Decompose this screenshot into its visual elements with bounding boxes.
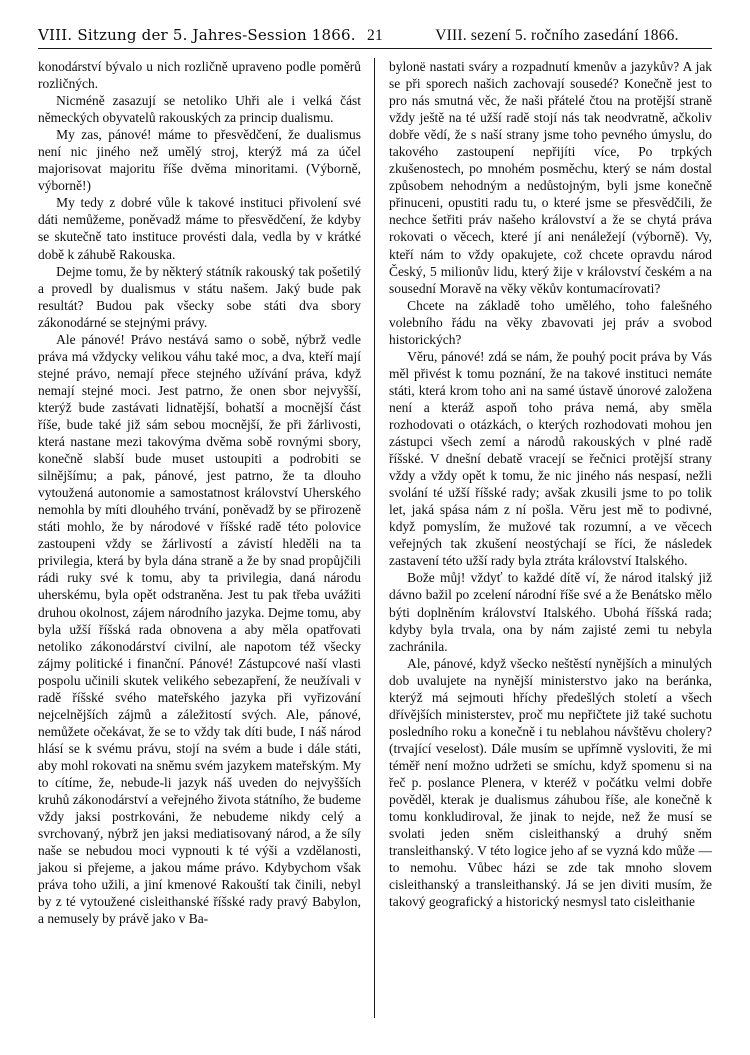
paragraph: Ale pánové! Právo nestává samo o sobě, nýbrž vedle práva má vždycky velikou váhu také moc, a dva, kteří mají stejné právo, nemají přece stejného užívání práva, když nemají stejné moci. Jest patrno, že onen sbor nejvyšší, kterýž bude zastávati lidnatější, bohatší a mocnější část říše, bude také již sám sebou mocnější, že při žárlivosti, která nastane mezi takovýma dvěma sobě rovnými sbory, konečně slabší bude muset ustoupiti a podrobiti se silnějšímu; a pak, pánové, jest patrno, že ta dlouho vytoužená autonomie a samostatnost království Uherského nemohla by míti dlouhého trvání, poněvadž by se přirozeně státi mohlo, že by národové v říšské radě této polovice zastoupeni vždy se žárlivostí a závistí hleděli na ta privilegia, která by byla dána straně a že by snad propůjčili rádi ruky své k tomu, aby ta privilegia, daná národu uherskému, byla opět odstraněna. Jest tu pak třeba uvážiti druhou okolnost, zájem národního jazyka. Dejme tomu, aby byla užší říšská rada obnovena a aby měla opatřovati netoliko zákonodárství civilní, ale napotom též všecky zájmy politické i finanční. Pánové! Zástupcové naší vlasti pospolu učinili skutek velikého sebezapření, že neužívali v radě říšské svého mateřského jazyka při vyřizování nejcelnějších zájmů a záležitostí svých. Ale, pánové, nemůžete očekávat, že se to vždy tak díti bude, I náš národ hlásí se k svému právu, stojí na svém a bude i dále státi, aby mohl rokovati na sněmu svém jazykem mateřským. My to cítíme, že, nebude-li jazyk náš uveden do nejvyšších kruhů zákonodárství a veřejného života státního, že budeme vždy jaksi postrkováni, že nebudeme nikdy celý a svrchovaný, nýbrž jen jaksi mediatisovaný národ, a že síly naše se nebudou moci vypnouti k té výši a vzdělanosti, jakou si přejeme, a jakou máme právo. Kdybychom však práva toho užili, a jiní kmenové Rakouští tak činili, nebyl by z té vytoužené cisleithanské říšské rady pravý Babylon, a nemusely by právě jako v Ba-: [38, 331, 361, 927]
paragraph: Nicméně zasazují se netoliko Uhři ale i velká část německých obyvatelů rakouských za princip dualismu.: [38, 93, 361, 126]
paragraph: bylonë nastati sváry a rozpadnutí kmenův a jazykův? A jak se při sporech našich zachovají sousedé? Konečně jest to pro nás smutná věc, že naši přátelé čtou na protější straně vždy ještě na té užší radě stojí nás tak neodvratně, ačkoliv dobře vědí, že s naší strany jsme toho pevného úmyslu, do takového zastoupení nepřijíti více, Po trpkých zkušenostech, po mnohém posměchu, který se nám dostal způsobem nehodným a nedůstojným, byli jsme konečně přinuceni, opustiti radu tu, o které jsme se přesvědčili, že nechce šetřiti práv našeho království a že se chytá práva rokovati o věcech, které jí ani nenáležejí (výborně). Vy, kteří nám to vždy opakujete, což chcete opravdu národ Český, 5 milionův lidu, který žije v království českém a na sousední Moravě na věky věkův kontumacírovati?: [389, 59, 712, 296]
paragraph: Ale, pánové, když všecko neštěstí nynějších a minulých dob uvalujete na nynější ministerstvo jako na beránka, kterýž má sejmouti hříchy předešlých století a všech dřívějších ministerstev, proč mu nepřičtete již také suchotu posledního roku a konečně i tu neblahou návštěvu cholery? (trvající veselost). Dále musím se upřímně vysloviti, že mi téměř není možno udržeti se smíchu, když spomenu si na řeč p. poslance Plenera, v kteréž v počátku velmi dobře pověděl, kterak je dualismus záhubou říše, ale konečně k tomu konkludiroval, že jinak to nejde, než že musí se svolati jeden sněm cisleithanský a druhý sněm transleithanský. V této logice jeho af se vyzná kdo může — to nemohu. Vůbec házi se zde tak mnoho slovem cisleithanský a transleithanský. Já se jen diviti musím, že takový geografický a historický nesmysl tato cisleithanie: [389, 655, 712, 910]
two-column-body: [38, 58, 712, 1018]
page-number: 21: [367, 27, 383, 44]
paragraph: Věru, pánové! zdá se nám, že pouhý pocit práva by Vás měl přivést k tomu poznání, že na takové instituci nemáte státi, která krom toho ani na samé ústavě únorové založena není a kteráž aspoň toho práva nemá, aby směla rozhodovati o otázkách, o kterých rozhodovati mohou jen zástupci všech zemí a národů rakouských v plné radě říšské. V dnešní debatě vracejí se řečnici protější strany vždy a vždy opět k tomu, že nic jiného nás nespasí, nežli svolání té užší říšské rady; avšak zkusili jsme to po tolik let, jaká spása nám z ní pošla. Věru jest mě to podivné, když pomyslím, že mužové tak rozumní, a ve věcech veřejných tak zkušení neostýchají se říci, že následek zastavení této užší rady byla ztráta království Italského.: [389, 348, 712, 569]
running-head-right-session: VIII. sezení 5. ročního zasedání 1866.: [435, 27, 679, 44]
paragraph: My zas, pánové! máme to přesvědčení, že dualismus není nic jiného než umělý stroj, kterýž má za účel majorisovat majoritu říše dvěma minoritami. (Výborně, výborně!): [38, 127, 361, 194]
paragraph: My tedy z dobré vůle k takové instituci přivolení své dáti nemůžeme, poněvadž máme to přesvědčení, že kdyby se skutečně tato instituce provésti dala, vedla by v krátké době k záhubě Rakouska.: [38, 195, 361, 262]
right-column: [375, 58, 712, 1018]
paragraph: Dejme tomu, že by některý státník rakouský tak pošetilý a provedl by dualismus v státu našem. Jaký bude pak resultát? Budou pak všecky sobe státi dva sbory zákonodárné se stejnými právy.: [38, 263, 361, 330]
paragraph: konodárství bývalo u nich rozličně upraveno podle poměrů rozličných.: [38, 59, 361, 92]
paragraph: Chcete na základě toho umělého, toho falešného volebního řádu na věky zbavovati jej práv a svobod historických?: [389, 297, 712, 347]
running-head-left-session: VIII. Sitzung der 5. Jahres-Session 1866.: [38, 26, 356, 44]
running-head: [38, 26, 712, 49]
left-column: [38, 58, 375, 1018]
paragraph: Bože můj! vždyť to každé dítě ví, že národ italský již dávno bažil po zcelení národní říše své a že Benátsko mělo býti doplněním království Italského. Ubohá říšská rada; kdyby byla trvala, ona by nám zajisté zemi tu nebyla zachránila.: [389, 570, 712, 654]
